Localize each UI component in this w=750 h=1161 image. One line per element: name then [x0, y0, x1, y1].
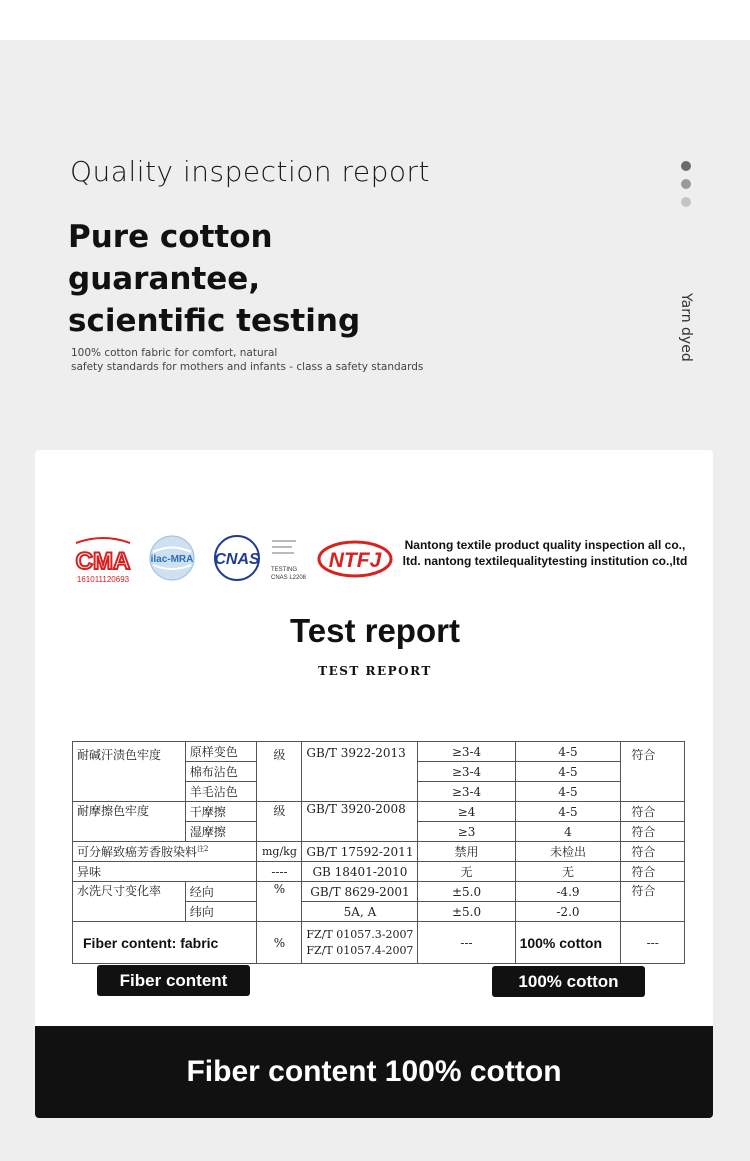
- test-item: 耐碱汗渍色牢度: [73, 742, 186, 802]
- test-subitem: 羊毛沾色: [185, 782, 257, 802]
- test-subitem: 纬向: [185, 902, 257, 922]
- result-cell: -4.9: [515, 882, 621, 902]
- standard-cell: GB 18401-2010: [302, 862, 418, 882]
- ntfj-logo: [317, 539, 393, 579]
- verdict-cell: 符合: [621, 822, 685, 842]
- table-row: [73, 842, 685, 862]
- requirement-cell: ≥4: [418, 802, 515, 822]
- requirement-cell: ±5.0: [418, 882, 515, 902]
- result-cell: 4-5: [515, 782, 621, 802]
- verdict-cell: 符合: [621, 802, 685, 822]
- verdict-cell: 符合: [621, 862, 685, 882]
- requirement-cell: ≥3-4: [418, 782, 515, 802]
- result-cell: 4-5: [515, 742, 621, 762]
- unit-cell: %: [257, 922, 302, 964]
- result-cell: 无: [515, 862, 621, 882]
- pagination-dot-2[interactable]: [681, 179, 691, 189]
- requirement-cell: 禁用: [418, 842, 515, 862]
- verdict-cell: 符合: [621, 742, 685, 802]
- test-item-text: 可分解致癌芳香胺染料: [77, 845, 198, 859]
- top-strip: [0, 0, 750, 40]
- table-row: [73, 742, 685, 762]
- headline: [68, 216, 468, 342]
- requirement-cell: ±5.0: [418, 902, 515, 922]
- ilac-text: ilac-MRA: [150, 554, 194, 565]
- blurb-line1: 100% cotton fabric for comfort, natural: [71, 347, 278, 359]
- test-subitem: 原样变色: [185, 742, 257, 762]
- fiber-content-item: Fiber content: fabric: [73, 922, 257, 964]
- standard-cell: GB/T 17592-2011: [302, 842, 418, 862]
- standard-cell: GB/T 8629-2001: [302, 882, 418, 902]
- side-label: Yarn dyed: [678, 293, 694, 362]
- verdict-cell: 符合: [621, 882, 685, 922]
- standard-line: FZ/T 01057.4-2007: [306, 943, 414, 957]
- cnas-testing: TESTING: [271, 567, 298, 573]
- pagination-dot-3[interactable]: [681, 197, 691, 207]
- report-title: Test report: [290, 612, 460, 649]
- standard-cell: [302, 922, 418, 964]
- standard-cell: GB/T 3922-2013: [302, 742, 418, 802]
- test-item: 异味: [73, 862, 257, 882]
- test-subitem: 湿摩擦: [185, 822, 257, 842]
- cma-logo: [72, 535, 134, 587]
- ntfj-text: NTFJ: [328, 549, 382, 572]
- requirement-cell: ---: [418, 922, 515, 964]
- cnas-code: CNAS L2208: [271, 575, 307, 581]
- section-eyebrow: Quality inspection report: [70, 155, 431, 188]
- verdict-cell: ---: [621, 922, 685, 964]
- ilac-mra-logo: [147, 535, 197, 581]
- banner-text: Fiber content 100% cotton: [186, 1055, 562, 1088]
- cma-text: CMA: [75, 548, 131, 575]
- headline-line2: scientific testing: [68, 303, 361, 339]
- blurb: [71, 346, 423, 374]
- fiber-content-banner: [35, 1026, 713, 1118]
- requirement-cell: ≥3-4: [418, 762, 515, 782]
- result-cell: 4: [515, 822, 621, 842]
- table-row: [73, 862, 685, 882]
- fiber-result-cell: 100% cotton: [515, 922, 621, 964]
- pagination-dots[interactable]: [681, 161, 691, 215]
- table-row: [73, 802, 685, 822]
- test-subitem: 干摩擦: [185, 802, 257, 822]
- test-item: [73, 842, 257, 862]
- test-item: 水洗尺寸变化率: [73, 882, 186, 922]
- requirement-cell: 无: [418, 862, 515, 882]
- requirement-cell: ≥3-4: [418, 742, 515, 762]
- fiber-content-callout: Fiber content: [97, 965, 250, 996]
- headline-line1: Pure cotton guarantee,: [68, 219, 273, 297]
- cotton-callout: 100% cotton: [492, 966, 645, 997]
- test-item: 耐摩擦色牢度: [73, 802, 186, 842]
- cnas-text: CNAS: [214, 551, 260, 568]
- institution-name: Nantong textile product quality inspection all co., ltd. nantong textilequalitytesting institution co.,ltd: [402, 538, 688, 568]
- standard-line: FZ/T 01057.3-2007: [306, 927, 414, 941]
- cma-number: 161011120693: [76, 575, 130, 584]
- pagination-dot-1[interactable]: [681, 161, 691, 171]
- standard-cell: 5A, A: [302, 902, 418, 922]
- test-subitem: 经向: [185, 882, 257, 902]
- footnote-mark: 注2: [197, 845, 209, 853]
- report-subtitle: TEST REPORT: [318, 664, 432, 678]
- test-subitem: 棉布沾色: [185, 762, 257, 782]
- table-row: [73, 882, 685, 902]
- cnas-logo: [208, 535, 308, 583]
- unit-cell: %: [257, 882, 302, 922]
- verdict-cell: 符合: [621, 842, 685, 862]
- result-cell: -2.0: [515, 902, 621, 922]
- unit-cell: 级: [257, 802, 302, 842]
- result-cell: 未检出: [515, 842, 621, 862]
- unit-cell: 级: [257, 742, 302, 802]
- unit-cell: ----: [257, 862, 302, 882]
- requirement-cell: ≥3: [418, 822, 515, 842]
- test-results-table: [72, 741, 685, 964]
- table-row: [73, 922, 685, 964]
- standard-cell: GB/T 3920-2008: [302, 802, 418, 842]
- unit-cell: mg/kg: [257, 842, 302, 862]
- result-cell: 4-5: [515, 762, 621, 782]
- blurb-line2: safety standards for mothers and infants - class a safety standards: [71, 361, 424, 373]
- result-cell: 4-5: [515, 802, 621, 822]
